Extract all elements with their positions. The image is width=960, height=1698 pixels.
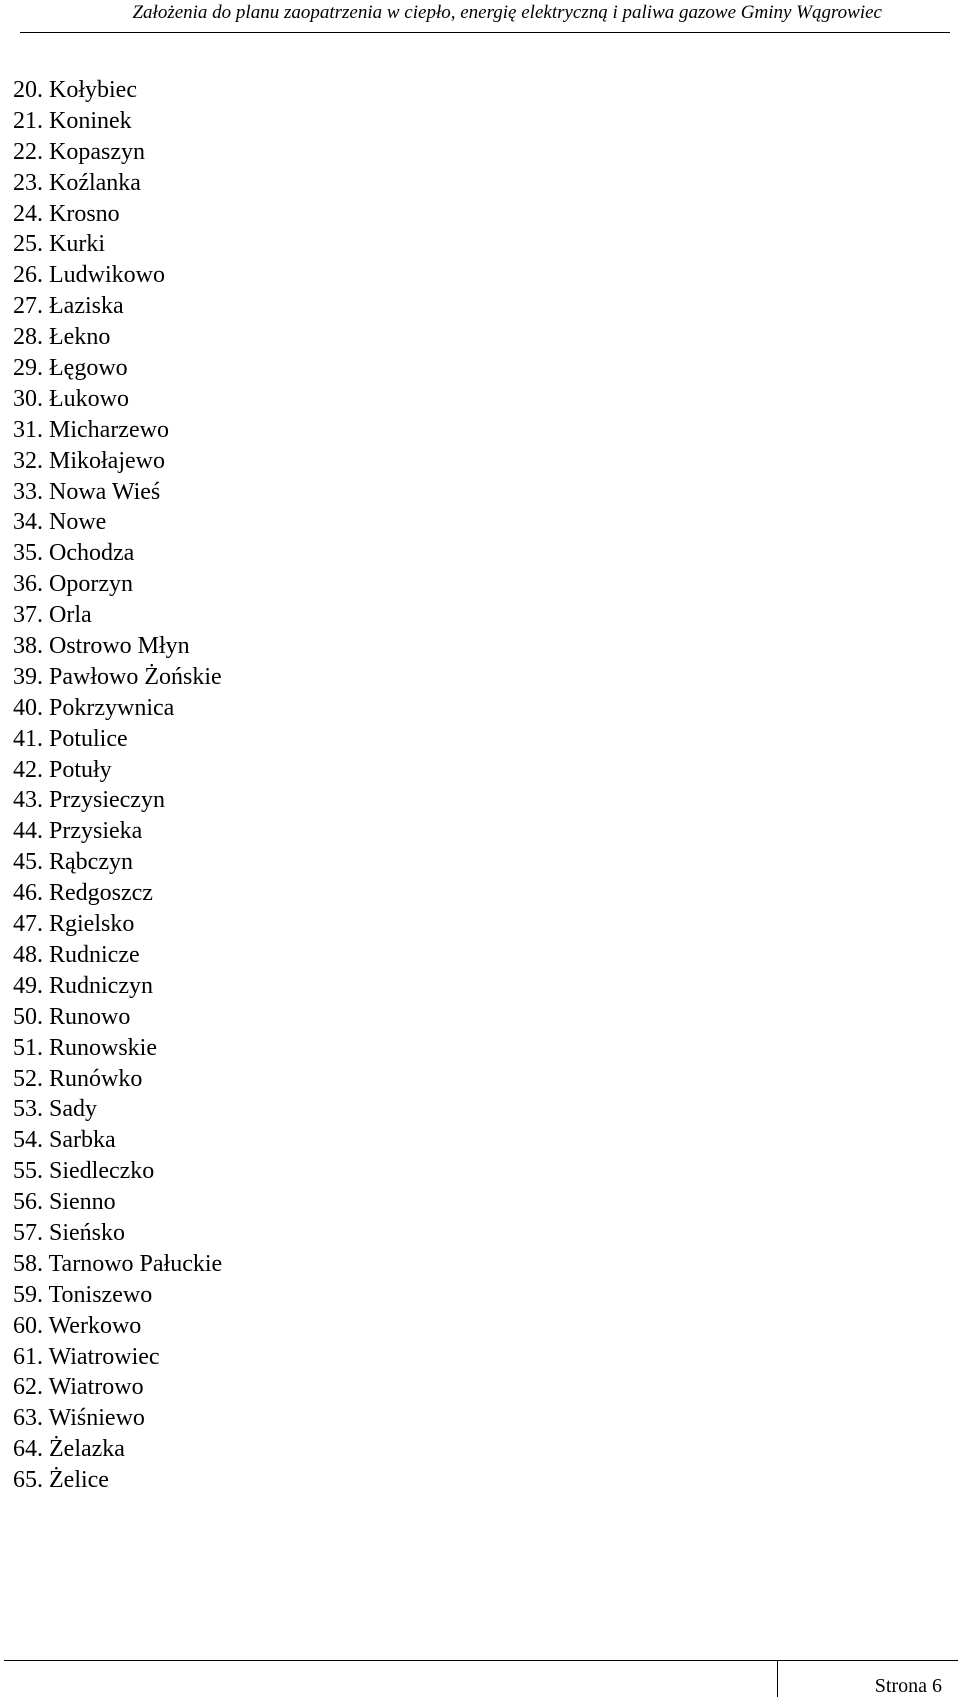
list-item: 29. Łęgowo xyxy=(13,355,128,382)
list-item: 35. Ochodza xyxy=(13,540,135,567)
list-item: 59. Toniszewo xyxy=(13,1281,153,1308)
locality-list xyxy=(13,75,222,1496)
list-item: 61. Wiatrowiec xyxy=(13,1343,160,1370)
list-item: 46. Redgoszcz xyxy=(13,880,153,907)
list-item: 20. Kołybiec xyxy=(13,77,137,103)
list-item: 48. Rudnicze xyxy=(13,941,140,968)
list-item: 34. Nowe xyxy=(13,509,107,536)
list-item: 40. Pokrzywnica xyxy=(13,694,175,721)
list-item: 37. Orla xyxy=(13,602,92,629)
list-item: 49. Rudniczyn xyxy=(13,972,153,999)
list-item: 36. Oporzyn xyxy=(13,571,133,598)
list-item: 58. Tarnowo Pałuckie xyxy=(13,1250,223,1277)
list-item: 21. Koninek xyxy=(13,107,132,134)
list-item: 33. Nowa Wieś xyxy=(13,478,161,505)
list-item: 43. Przysieczyn xyxy=(13,787,165,814)
list-item: 57. Sieńsko xyxy=(13,1219,126,1246)
list-item: 54. Sarbka xyxy=(13,1127,116,1154)
list-item: 56. Sienno xyxy=(13,1189,116,1216)
list-item: 51. Runowskie xyxy=(13,1034,157,1061)
list-item: 26. Ludwikowo xyxy=(13,262,165,289)
list-item: 62. Wiatrowo xyxy=(13,1374,144,1401)
list-item: 52. Runówko xyxy=(13,1065,143,1092)
page-number: Strona 6 xyxy=(874,1675,942,1697)
list-item: 65. Żelice xyxy=(13,1467,109,1494)
list-item: 50. Runowo xyxy=(13,1003,131,1030)
page-footer xyxy=(4,1660,958,1697)
list-item: 28. Łekno xyxy=(13,324,111,351)
list-item: 41. Potulice xyxy=(13,725,128,752)
list-item: 64. Żelazka xyxy=(13,1436,125,1463)
list-item: 60. Werkowo xyxy=(13,1312,142,1339)
list-item: 31. Micharzewo xyxy=(13,416,169,443)
list-item: 24. Krosno xyxy=(13,200,120,227)
document-title: Założenia do planu zaopatrzenia w ciepło, energię elektryczną i paliwa gazowe Gminy Wągrowiec xyxy=(132,2,882,23)
footer-divider xyxy=(777,1661,778,1697)
list-item: 42. Potuły xyxy=(13,756,112,783)
list-item: 32. Mikołajewo xyxy=(13,447,165,474)
list-item: 38. Ostrowo Młyn xyxy=(13,633,190,660)
list-item: 39. Pawłowo Żońskie xyxy=(13,663,222,690)
list-item: 30. Łukowo xyxy=(13,385,129,412)
list-item: 47. Rgielsko xyxy=(13,911,135,938)
list-item: 44. Przysieka xyxy=(13,818,143,845)
list-item: 23. Koźlanka xyxy=(13,169,141,196)
list-item: 53. Sady xyxy=(13,1096,97,1123)
list-item: 22. Kopaszyn xyxy=(13,138,145,165)
page-header xyxy=(20,0,950,33)
list-item: 63. Wiśniewo xyxy=(13,1405,145,1432)
list-item: 45. Rąbczyn xyxy=(13,849,133,876)
list-item: 25. Kurki xyxy=(13,231,105,258)
list-item: 55. Siedleczko xyxy=(13,1158,155,1185)
list-item: 27. Łaziska xyxy=(13,293,124,320)
